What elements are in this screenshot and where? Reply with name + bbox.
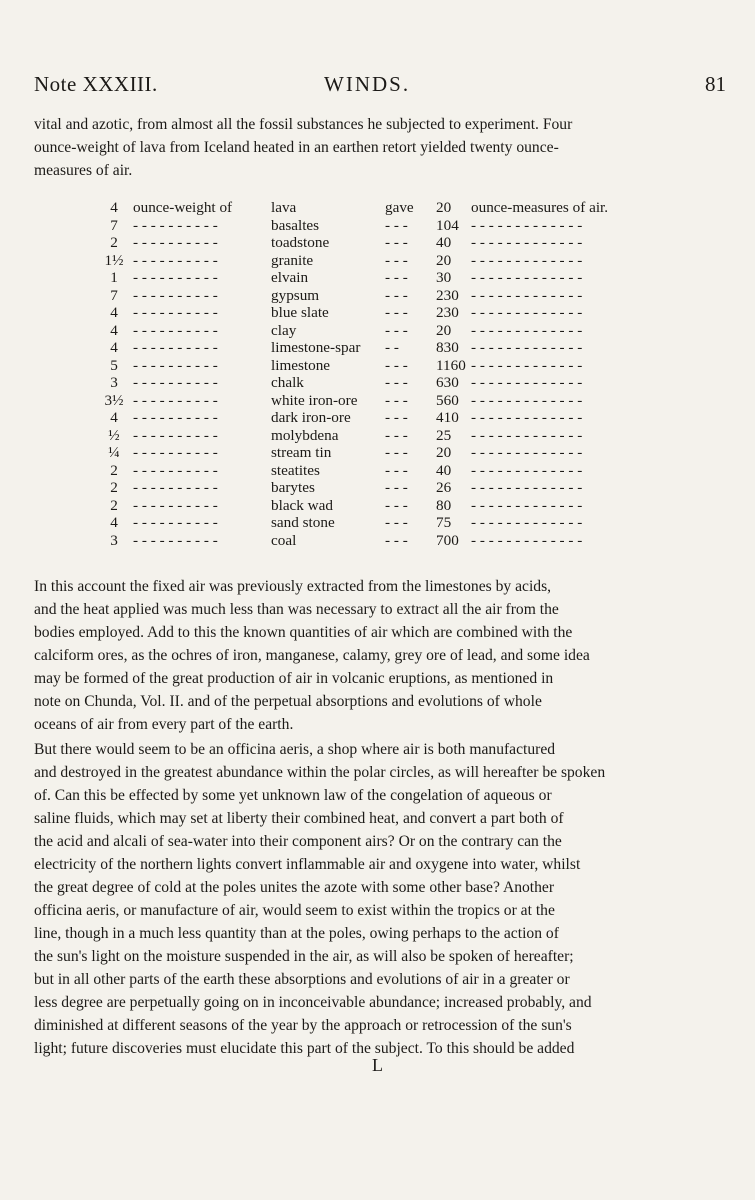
label-cell: - - - - - - - - - -: [133, 514, 218, 531]
text-line: the sun's light on the moisture suspended in the air, as will also be spoken of hereafter;: [34, 948, 574, 965]
text-line: light; future discoveries must elucidate this part of the subject. To this should be added: [34, 1040, 575, 1057]
gave-cell: gave: [385, 199, 414, 216]
gave-cell: - - -: [385, 479, 408, 496]
substance-cell: dark iron-ore: [271, 409, 351, 426]
quantity-cell: 3: [110, 531, 118, 549]
air-measure-cell: 80: [436, 496, 452, 514]
air-yield-table: [103, 199, 663, 549]
table-row: [103, 409, 663, 427]
trail-cell: - - - - - - - - - - - - -: [471, 339, 583, 356]
air-measure-cell: 230: [436, 304, 459, 321]
paragraph-fixed-air: [34, 575, 696, 736]
trail-cell: ounce-measures of air.: [471, 199, 609, 216]
label-cell: - - - - - - - - - -: [133, 339, 218, 356]
gave-cell: - - -: [385, 234, 408, 251]
trail-cell: - - - - - - - - - - - - -: [471, 426, 583, 444]
quantity-cell: 2: [110, 479, 118, 496]
table-row: [103, 374, 663, 392]
gave-cell: - - -: [385, 409, 408, 426]
trail-cell: - - - - - - - - - - - - -: [471, 514, 583, 531]
gave-cell: - - -: [385, 496, 408, 514]
gave-cell: - - -: [385, 531, 408, 549]
table-row: [103, 287, 663, 305]
gave-cell: - - -: [385, 374, 408, 391]
text-line: officina aeris, or manufacture of air, would seem to exist within the tropics or at the: [34, 902, 555, 919]
signature-mark: L: [372, 1055, 383, 1075]
label-cell: - - - - - - - - - -: [133, 321, 218, 339]
table-row: [103, 234, 663, 252]
substance-cell: granite: [271, 251, 314, 269]
table-row: [103, 479, 663, 497]
text-line: bodies employed. Add to this the known quantities of air which are combined with the: [34, 624, 573, 641]
gave-cell: - -: [385, 339, 399, 356]
quantity-cell: 4: [110, 409, 118, 426]
gave-cell: - - -: [385, 426, 408, 444]
air-measure-cell: 40: [436, 234, 452, 251]
trail-cell: - - - - - - - - - - - - -: [471, 251, 583, 269]
substance-cell: lava: [271, 199, 297, 216]
substance-cell: sand stone: [271, 514, 335, 531]
substance-cell: limestone-spar: [271, 339, 361, 356]
label-cell: - - - - - - - - - -: [133, 304, 218, 321]
text-line: of. Can this be effected by some yet unknown law of the congelation of aqueous or: [34, 787, 552, 804]
label-cell: - - - - - - - - - -: [133, 269, 218, 286]
label-cell: - - - - - - - - - -: [133, 479, 218, 496]
gave-cell: - - -: [385, 321, 408, 339]
table-row: [103, 514, 663, 532]
text-line: ounce-weight of lava from Iceland heated in an earthen retort yielded twenty ounce-: [34, 139, 559, 156]
text-line: note on Chunda, Vol. II. and of the perpetual absorptions and evolutions of whole: [34, 693, 542, 710]
air-measure-cell: 560: [436, 391, 459, 409]
quantity-cell: 4: [110, 339, 118, 356]
air-measure-cell: 26: [436, 479, 452, 496]
gave-cell: - - -: [385, 461, 408, 479]
quantity-cell: 1½: [104, 251, 124, 269]
quantity-cell: 4: [110, 514, 118, 531]
text-line: saline fluids, which may set at liberty their combined heat, and convert a part both of: [34, 810, 564, 827]
label-cell: - - - - - - - - - -: [133, 444, 218, 461]
quantity-cell: 2: [110, 461, 118, 479]
text-line: less degree are perpetually going on in inconceivable abundance; increased probably, and: [34, 994, 592, 1011]
table-row: [103, 357, 663, 375]
quantity-cell: 5: [110, 356, 118, 374]
air-measure-cell: 20: [436, 444, 452, 461]
gave-cell: - - -: [385, 514, 408, 531]
quantity-cell: 7: [110, 286, 118, 304]
label-cell: ounce-weight of: [133, 199, 233, 216]
text-line: measures of air.: [34, 162, 133, 179]
trail-cell: - - - - - - - - - - - - -: [471, 269, 583, 286]
quantity-cell: 1: [110, 269, 118, 286]
paragraph-officina-aeris: [34, 738, 696, 1060]
table-row: [103, 532, 663, 550]
text-line: In this account the fixed air was previously extracted from the limestones by acids,: [34, 578, 552, 595]
gave-cell: - - -: [385, 251, 408, 269]
label-cell: - - - - - - - - - -: [133, 286, 218, 304]
trail-cell: - - - - - - - - - - - - -: [471, 479, 583, 496]
label-cell: - - - - - - - - - -: [133, 216, 218, 234]
table-row: [103, 322, 663, 340]
air-measure-cell: 1160: [436, 356, 466, 374]
label-cell: - - - - - - - - - -: [133, 251, 218, 269]
text-line: but in all other parts of the earth these absorptions and evolutions of air in a greater or: [34, 971, 570, 988]
table-row: [103, 462, 663, 480]
table-row: [103, 339, 663, 357]
air-measure-cell: 630: [436, 374, 459, 391]
running-header: [34, 72, 726, 104]
table-row: [103, 252, 663, 270]
air-measure-cell: 104: [436, 216, 459, 234]
trail-cell: - - - - - - - - - - - - -: [471, 444, 583, 461]
air-measure-cell: 410: [436, 409, 459, 426]
gave-cell: - - -: [385, 356, 408, 374]
table-row: [103, 304, 663, 322]
table-row: [103, 199, 663, 217]
trail-cell: - - - - - - - - - - - - -: [471, 234, 583, 251]
substance-cell: coal: [271, 531, 297, 549]
trail-cell: - - - - - - - - - - - - -: [471, 461, 583, 479]
quantity-cell: 4: [110, 199, 118, 216]
label-cell: - - - - - - - - - -: [133, 426, 218, 444]
intro-paragraph: [34, 113, 696, 182]
air-measure-cell: 20: [436, 251, 452, 269]
quantity-cell: 2: [110, 234, 118, 251]
label-cell: - - - - - - - - - -: [133, 409, 218, 426]
air-measure-cell: 30: [436, 269, 452, 286]
label-cell: - - - - - - - - - -: [133, 461, 218, 479]
trail-cell: - - - - - - - - - - - - -: [471, 286, 583, 304]
quantity-cell: 2: [110, 496, 118, 514]
trail-cell: - - - - - - - - - - - - -: [471, 391, 583, 409]
gave-cell: - - -: [385, 216, 408, 234]
quantity-cell: 4: [110, 321, 118, 339]
text-line: the acid and alcali of sea-water into their component airs? Or on the contrary can the: [34, 833, 562, 850]
trail-cell: - - - - - - - - - - - - -: [471, 409, 583, 426]
label-cell: - - - - - - - - - -: [133, 531, 218, 549]
text-line: the great degree of cold at the poles unites the azote with some other base? Another: [34, 879, 555, 896]
table-row: [103, 427, 663, 445]
substance-cell: gypsum: [271, 286, 320, 304]
gave-cell: - - -: [385, 304, 408, 321]
substance-cell: steatites: [271, 461, 320, 479]
substance-cell: clay: [271, 321, 297, 339]
air-measure-cell: 25: [436, 426, 452, 444]
substance-cell: white iron-ore: [271, 391, 358, 409]
text-line: may be formed of the great production of air in volcanic eruptions, as mentioned in: [34, 670, 554, 687]
gave-cell: - - -: [385, 391, 408, 409]
gave-cell: - - -: [385, 269, 408, 286]
note-number: Note XXXIII.: [34, 72, 158, 96]
substance-cell: barytes: [271, 479, 315, 496]
table-row: [103, 392, 663, 410]
trail-cell: - - - - - - - - - - - - -: [471, 374, 583, 391]
text-line: electricity of the northern lights convert inflammable air and oxygene into water, whilst: [34, 856, 581, 873]
text-line: diminished at different seasons of the year by the approach or retrocession of the sun's: [34, 1017, 572, 1034]
trail-cell: - - - - - - - - - - - - -: [471, 321, 583, 339]
air-measure-cell: 20: [436, 199, 452, 216]
substance-cell: stream tin: [271, 444, 332, 461]
quantity-cell: 7: [110, 216, 118, 234]
air-measure-cell: 230: [436, 286, 459, 304]
table-row: [103, 217, 663, 235]
text-line: and the heat applied was much less than was necessary to extract all the air from the: [34, 601, 559, 618]
trail-cell: - - - - - - - - - - - - -: [471, 496, 583, 514]
chapter-title: WINDS.: [324, 72, 411, 96]
quantity-cell: ½: [108, 426, 120, 444]
label-cell: - - - - - - - - - -: [133, 374, 218, 391]
text-line: line, though in a much less quantity than at the poles, owing perhaps to the action of: [34, 925, 559, 942]
substance-cell: molybdena: [271, 426, 339, 444]
substance-cell: blue slate: [271, 304, 329, 321]
page-number: 81: [705, 72, 726, 96]
label-cell: - - - - - - - - - -: [133, 496, 218, 514]
substance-cell: elvain: [271, 269, 309, 286]
label-cell: - - - - - - - - - -: [133, 234, 218, 251]
label-cell: - - - - - - - - - -: [133, 356, 218, 374]
quantity-cell: 4: [110, 304, 118, 321]
trail-cell: - - - - - - - - - - - - -: [471, 216, 583, 234]
text-line: vital and azotic, from almost all the fossil substances he subjected to experiment. Four: [34, 116, 573, 133]
air-measure-cell: 700: [436, 531, 459, 549]
air-measure-cell: 40: [436, 461, 452, 479]
text-line: calciform ores, as the ochres of iron, manganese, calamy, grey ore of lead, and some idea: [34, 647, 590, 664]
quantity-cell: 3½: [104, 391, 124, 409]
table-row: [103, 444, 663, 462]
text-line: and destroyed in the greatest abundance within the polar circles, as will hereafter be spoken: [34, 764, 606, 781]
air-measure-cell: 20: [436, 321, 452, 339]
air-measure-cell: 75: [436, 514, 452, 531]
trail-cell: - - - - - - - - - - - - -: [471, 356, 583, 374]
text-line: oceans of air from every part of the earth.: [34, 716, 294, 733]
quantity-cell: 3: [110, 374, 118, 391]
table-row: [103, 269, 663, 287]
text-line: But there would seem to be an officina aeris, a shop where air is both manufactured: [34, 741, 556, 758]
substance-cell: chalk: [271, 374, 304, 391]
substance-cell: limestone: [271, 356, 331, 374]
substance-cell: basaltes: [271, 216, 320, 234]
label-cell: - - - - - - - - - -: [133, 391, 218, 409]
substance-cell: black wad: [271, 496, 333, 514]
trail-cell: - - - - - - - - - - - - -: [471, 531, 583, 549]
gave-cell: - - -: [385, 444, 408, 461]
air-measure-cell: 830: [436, 339, 459, 356]
quantity-cell: ¼: [108, 444, 120, 461]
table-row: [103, 497, 663, 515]
trail-cell: - - - - - - - - - - - - -: [471, 304, 583, 321]
gave-cell: - - -: [385, 286, 408, 304]
substance-cell: toadstone: [271, 234, 330, 251]
